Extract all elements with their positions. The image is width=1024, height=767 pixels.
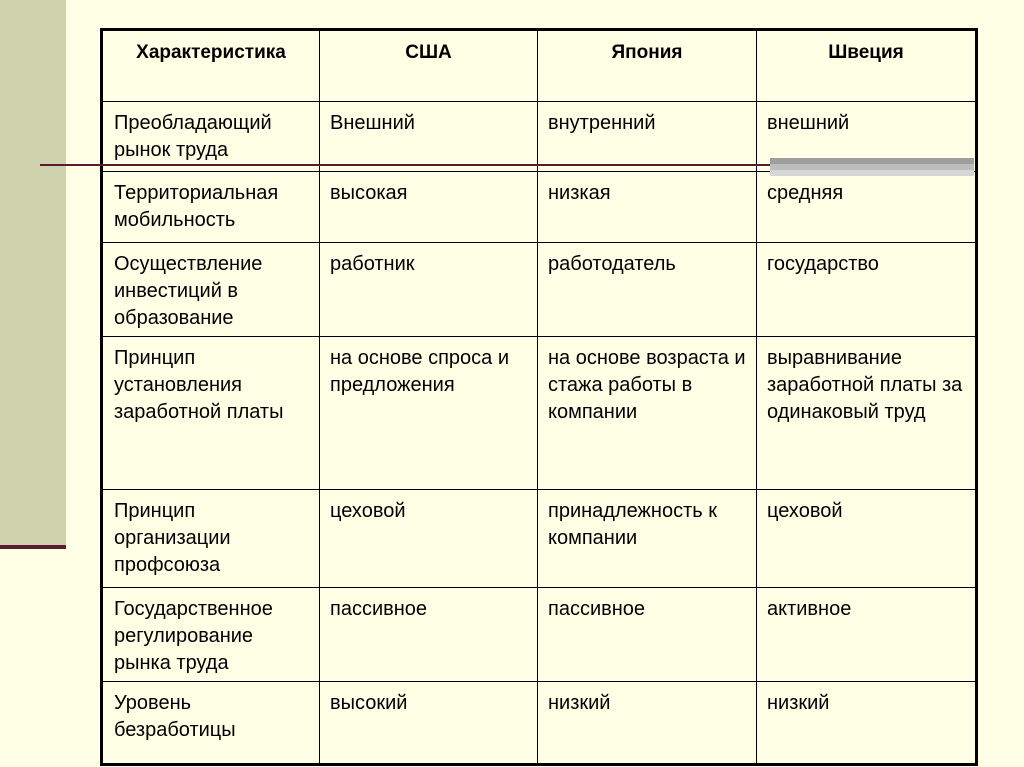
cell-sweden: цеховой: [757, 490, 977, 588]
cell-usa: на основе спроса и предложения: [320, 337, 538, 490]
table-row: [102, 490, 977, 588]
cell-usa: пассивное: [320, 588, 538, 682]
header-characteristic: Характеристика: [102, 30, 320, 102]
cell-japan: внутренний: [538, 102, 757, 172]
row-label: Преобладающий рынок труда: [102, 102, 320, 172]
cell-usa: Внешний: [320, 102, 538, 172]
cell-japan: принадлежность к компании: [538, 490, 757, 588]
table-row: [102, 588, 977, 682]
cell-japan: низкий: [538, 682, 757, 765]
table-row: [102, 243, 977, 337]
cell-japan: работодатель: [538, 243, 757, 337]
row-label: Осуществление инвестиций в образование: [102, 243, 320, 337]
header-row: [102, 30, 977, 102]
cell-sweden: активное: [757, 588, 977, 682]
table-row: [102, 337, 977, 490]
cell-usa: высокая: [320, 172, 538, 243]
cell-japan: пассивное: [538, 588, 757, 682]
left-decorative-band: [0, 0, 66, 545]
cell-usa: высокий: [320, 682, 538, 765]
cell-sweden: средняя: [757, 172, 977, 243]
cell-sweden: низкий: [757, 682, 977, 765]
left-decorative-underline: [0, 545, 66, 549]
header-japan: Япония: [538, 30, 757, 102]
header-sweden: Швеция: [757, 30, 977, 102]
row-label: Государственное регулирование рынка труда: [102, 588, 320, 682]
cell-usa: работник: [320, 243, 538, 337]
table-row: [102, 172, 977, 243]
row-label: Принцип установления заработной платы: [102, 337, 320, 490]
cell-sweden: выравнивание заработной платы за одинаковый труд: [757, 337, 977, 490]
row-label: Территориальная мобильность: [102, 172, 320, 243]
cell-usa: цеховой: [320, 490, 538, 588]
cell-japan: на основе возраста и стажа работы в компании: [538, 337, 757, 490]
row-label: Принцип организации профсоюза: [102, 490, 320, 588]
slide-grey-accent-bar: [770, 158, 974, 176]
cell-sweden: государство: [757, 243, 977, 337]
cell-sweden: внешний: [757, 102, 977, 172]
comparison-table: [100, 28, 978, 766]
header-usa: США: [320, 30, 538, 102]
slide-horizontal-rule: [40, 164, 770, 166]
table-row: [102, 682, 977, 765]
cell-japan: низкая: [538, 172, 757, 243]
row-label: Уровень безработицы: [102, 682, 320, 765]
